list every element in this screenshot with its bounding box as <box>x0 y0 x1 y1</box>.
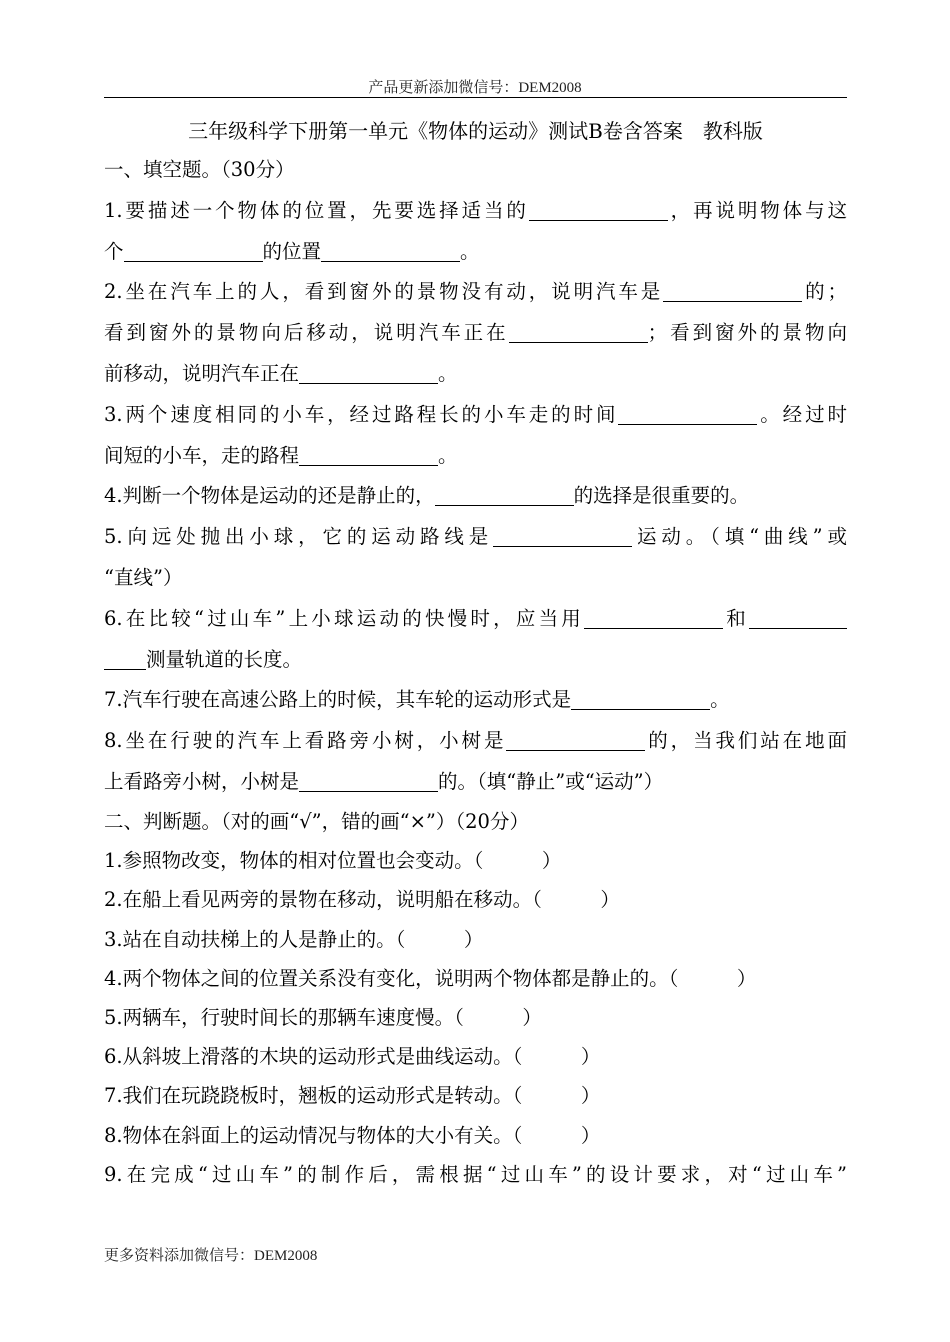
question-line: 看到窗外的景物向后移动，说明汽车正在 ；看到窗外的景物向 <box>104 321 847 345</box>
answer-blank[interactable] <box>435 483 574 506</box>
answer-blank[interactable] <box>618 402 757 425</box>
answer-blank[interactable] <box>571 687 710 710</box>
judgment-item: 9.在完成“过山车”的制作后，需根据“过山车”的设计要求，对“过山车” <box>104 1162 847 1186</box>
page-footer: 更多资料添加微信号：DEM2008 <box>104 1248 318 1264</box>
answer-blank[interactable] <box>749 606 847 629</box>
judgment-item: 1.参照物改变，物体的相对位置也会变动。（ ） <box>104 849 562 873</box>
judgment-item: 8.物体在斜面上的运动情况与物体的大小有关。（ ） <box>104 1123 601 1147</box>
question-line: 上看路旁小树，小树是 的。（填“静止”或“运动”） <box>104 769 664 793</box>
page-title: 三年级科学下册第一单元《物体的运动》测试B卷含答案 教科版 <box>188 119 763 143</box>
section-heading: 一、填空题。（30分） <box>104 158 295 181</box>
judgment-item: 4.两个物体之间的位置关系没有变化，说明两个物体都是静止的。（ ） <box>104 966 757 990</box>
answer-blank[interactable] <box>299 361 438 384</box>
question-line: 6.在比较“过山车”上小球运动的快慢时，应当用 和 <box>104 599 847 640</box>
section-heading: 二、判断题。（对的画“√”，错的画“×”）（20分） <box>104 809 529 833</box>
answer-blank[interactable] <box>584 606 723 629</box>
judgment-item: 7.我们在玩跷跷板时，翘板的运动形式是转动。（ ） <box>104 1084 601 1108</box>
answer-blank[interactable] <box>509 320 648 343</box>
question-line: 5.向远处抛出小球，它的运动路线是 运动。（填“曲线”或 <box>104 525 847 549</box>
question-line: 4.判断一个物体是运动的还是静止的， 的选择是很重要的。 <box>104 484 750 508</box>
question-line: 前移动，说明汽车正在 。 <box>104 361 458 385</box>
header-divider <box>104 97 847 98</box>
question-line: 8.坐在行驶的汽车上看路旁小树，小树是 的，当我们站在地面 <box>104 729 847 753</box>
answer-blank[interactable] <box>529 198 668 221</box>
document-body <box>104 112 847 1194</box>
answer-blank[interactable] <box>663 279 802 302</box>
judgment-item: 6.从斜坡上滑落的木块的运动形式是曲线运动。（ ） <box>104 1045 601 1069</box>
answer-blank[interactable] <box>299 443 438 466</box>
question-line: 1.要描述一个物体的位置，先要选择适当的 ，再说明物体与这 <box>104 198 847 222</box>
judgment-item: 5.两辆车，行驶时间长的那辆车速度慢。（ ） <box>104 1006 542 1029</box>
question-line: 7.汽车行驶在高速公路上的时候，其车轮的运动形式是 。 <box>104 688 730 712</box>
answer-blank[interactable] <box>321 239 460 262</box>
question-line: 间短的小车，走的路程 。 <box>104 443 458 467</box>
answer-blank[interactable] <box>299 769 438 792</box>
question-line: 测量轨道的长度。 <box>104 640 847 681</box>
question-line: 2.坐在汽车上的人，看到窗外的景物没有动，说明汽车是 的； <box>104 280 847 304</box>
judgment-item: 2.在船上看见两旁的景物在移动，说明船在移动。（ ） <box>104 888 620 912</box>
answer-blank[interactable] <box>104 647 146 670</box>
answer-blank[interactable] <box>493 524 632 547</box>
judgment-item: 3.站在自动扶梯上的人是静止的。（ ） <box>104 927 484 951</box>
question-line: 个 的位置 。 <box>104 239 480 263</box>
question-line: 3.两个速度相同的小车，经过路程长的小车走的时间 。经过时 <box>104 402 847 426</box>
question-line: “直线”） <box>104 565 183 589</box>
answer-blank[interactable] <box>124 239 263 262</box>
answer-blank[interactable] <box>506 728 645 751</box>
page-header: 产品更新添加微信号：DEM2008 <box>368 80 582 96</box>
